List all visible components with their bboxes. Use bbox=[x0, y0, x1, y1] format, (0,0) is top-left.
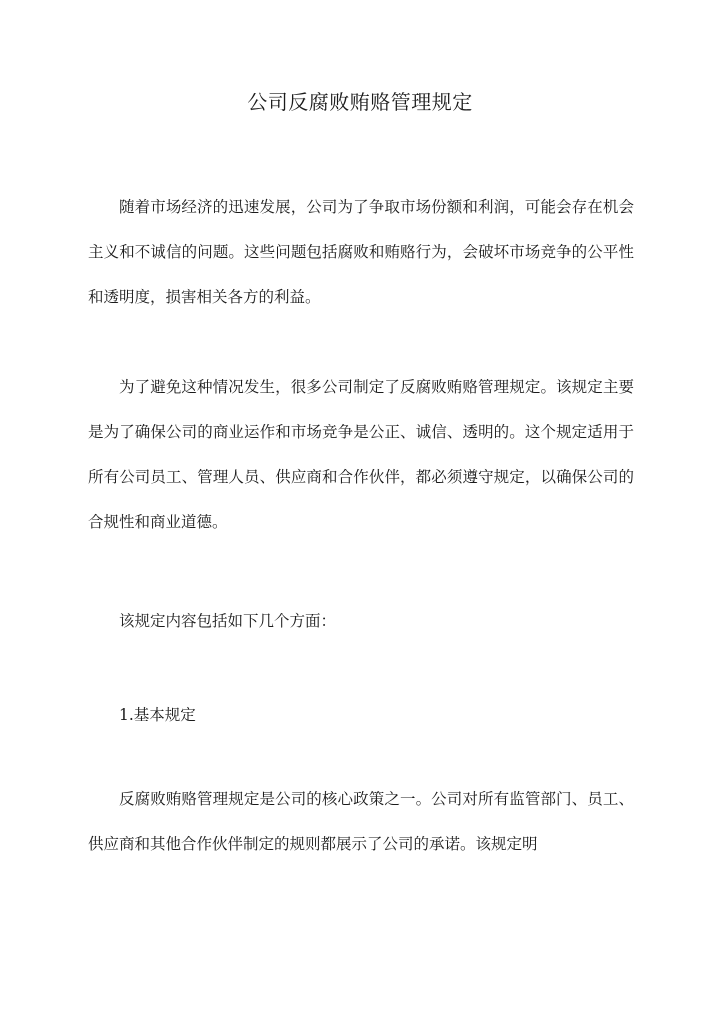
paragraph-purpose: 为了避免这种情况发生，很多公司制定了反腐败贿赂管理规定。该规定主要是为了确保公司的商业运作和市场竞争是公正、诚信、透明的。这个规定适用于所有公司员工、管理人员、供应商和合作伙伴，都必须遵守规定，以确保公司的合规性和商业道德。 bbox=[88, 378, 634, 531]
paragraph-contents-intro: 该规定内容包括如下几个方面： bbox=[119, 612, 337, 630]
paragraph-basic-rules: 反腐败贿赂管理规定是公司的核心政策之一。公司对所有监管部门、员工、供应商和其他合作伙伴制定的规则都展示了公司的承诺。该规定明 bbox=[88, 790, 634, 853]
section-heading-basic-rules: 1.基本规定 bbox=[119, 706, 196, 724]
paragraph-intro: 随着市场经济的迅速发展，公司为了争取市场份额和利润，可能会存在机会主义和不诚信的问题。这些问题包括腐败和贿赂行为，会破坏市场竞争的公平性和透明度，损害相关各方的利益。 bbox=[88, 198, 634, 306]
document-title: 公司反腐败贿赂管理规定 bbox=[247, 90, 473, 114]
